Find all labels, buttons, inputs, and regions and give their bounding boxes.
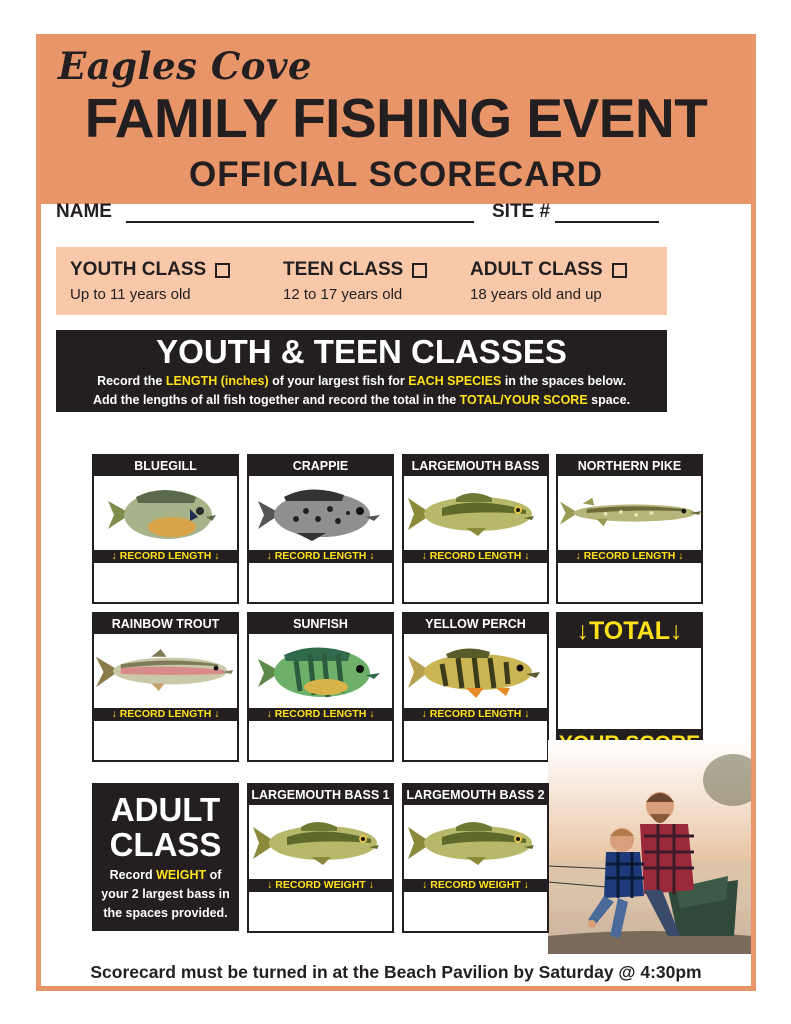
youth-teen-instructions-2: Add the lengths of all fish together and record the total in the TOTAL/YOUR SCORE space. bbox=[92, 393, 631, 407]
bass-card-title: LARGEMOUTH BASS 1 bbox=[249, 785, 392, 805]
page-subtitle: OFFICIAL SCORECARD bbox=[188, 155, 604, 194]
teen-class-age: 12 to 17 years old bbox=[283, 286, 403, 303]
youth-class-option[interactable] bbox=[70, 259, 230, 303]
record-length-strip: ↓ RECORD LENGTH ↓ bbox=[404, 550, 547, 563]
species-name: CRAPPIE bbox=[249, 456, 392, 476]
adult-heading-2: CLASS bbox=[109, 826, 222, 863]
record-weight-strip: ↓ RECORD WEIGHT ↓ bbox=[404, 879, 547, 892]
adult-class-checkbox[interactable] bbox=[612, 263, 627, 278]
footer-note: Scorecard must be turned in at the Beach Pavilion by Saturday @ 4:30pm bbox=[90, 962, 702, 982]
bluegill-length-field[interactable] bbox=[94, 563, 237, 602]
total-label: ↓TOTAL↓ bbox=[558, 614, 701, 648]
species-card-bluegill bbox=[92, 454, 239, 604]
site-field[interactable] bbox=[555, 221, 659, 223]
species-card-northern-pike bbox=[556, 454, 703, 604]
species-name: LARGEMOUTH BASS bbox=[404, 456, 547, 476]
crappie-icon bbox=[249, 476, 392, 550]
bass-card-1 bbox=[247, 783, 394, 933]
species-name: BLUEGILL bbox=[94, 456, 237, 476]
record-length-strip: ↓ RECORD LENGTH ↓ bbox=[94, 550, 237, 563]
adult-heading-1: ADULT bbox=[110, 791, 221, 828]
species-card-crappie bbox=[247, 454, 394, 604]
class-selector bbox=[56, 247, 667, 315]
teen-class-label: TEEN CLASS bbox=[283, 259, 404, 280]
name-label: NAME bbox=[56, 201, 112, 222]
largemouth-bass-icon bbox=[249, 805, 392, 879]
species-card-sunfish bbox=[247, 612, 394, 762]
record-length-strip: ↓ RECORD LENGTH ↓ bbox=[404, 708, 547, 721]
total-score-box[interactable] bbox=[556, 612, 703, 761]
bass-card-2 bbox=[402, 783, 549, 933]
adult-class-panel bbox=[92, 783, 239, 931]
youth-class-age: Up to 11 years old bbox=[70, 286, 191, 303]
species-card-rainbow-trout bbox=[92, 612, 239, 762]
species-name: NORTHERN PIKE bbox=[558, 456, 701, 476]
species-name: YELLOW PERCH bbox=[404, 614, 547, 634]
largemouth-bass-icon bbox=[404, 805, 547, 879]
adult-class-age: 18 years old and up bbox=[470, 286, 602, 303]
name-field[interactable] bbox=[126, 221, 474, 223]
rainbow-trout-icon bbox=[94, 634, 237, 708]
bass-2-weight-field[interactable] bbox=[404, 892, 547, 931]
crappie-length-field[interactable] bbox=[249, 563, 392, 602]
family-fishing-photo bbox=[548, 740, 751, 954]
species-name: SUNFISH bbox=[249, 614, 392, 634]
sunfish-icon bbox=[249, 634, 392, 708]
largemouth-bass-icon bbox=[404, 476, 547, 550]
record-weight-strip: ↓ RECORD WEIGHT ↓ bbox=[249, 879, 392, 892]
bass-1-weight-field[interactable] bbox=[249, 892, 392, 931]
bluegill-icon bbox=[94, 476, 237, 550]
sunfish-length-field[interactable] bbox=[249, 721, 392, 760]
brand-name: Eagles Cove bbox=[58, 44, 313, 88]
site-label: SITE # bbox=[492, 201, 551, 222]
record-length-strip: ↓ RECORD LENGTH ↓ bbox=[558, 550, 701, 563]
teen-class-option[interactable] bbox=[283, 259, 427, 303]
species-card-yellow-perch bbox=[402, 612, 549, 762]
yellow-perch-length-field[interactable] bbox=[404, 721, 547, 760]
youth-teen-heading: YOUTH & TEEN CLASSES bbox=[156, 333, 567, 370]
youth-teen-banner bbox=[56, 330, 667, 412]
rainbow-trout-length-field[interactable] bbox=[94, 721, 237, 760]
record-length-strip: ↓ RECORD LENGTH ↓ bbox=[249, 550, 392, 563]
record-length-strip: ↓ RECORD LENGTH ↓ bbox=[249, 708, 392, 721]
adult-class-option[interactable] bbox=[470, 259, 627, 303]
page-title: FAMILY FISHING EVENT bbox=[84, 87, 708, 149]
species-name: RAINBOW TROUT bbox=[94, 614, 237, 634]
yellow-perch-icon bbox=[404, 634, 547, 708]
species-card-largemouth-bass bbox=[402, 454, 549, 604]
adult-class-label: ADULT CLASS bbox=[470, 259, 603, 280]
northern-pike-icon bbox=[558, 476, 701, 550]
teen-class-checkbox[interactable] bbox=[412, 263, 427, 278]
youth-class-checkbox[interactable] bbox=[215, 263, 230, 278]
adult-instructions: Record WEIGHT of your 2 largest bass in the spaces provided. bbox=[101, 868, 230, 920]
bass-card-title: LARGEMOUTH BASS 2 bbox=[404, 785, 547, 805]
youth-class-label: YOUTH CLASS bbox=[70, 259, 207, 280]
northern-pike-length-field[interactable] bbox=[558, 563, 701, 602]
largemouth-bass-length-field[interactable] bbox=[404, 563, 547, 602]
youth-teen-instructions-1: Record the LENGTH (inches) of your largest fish for EACH SPECIES in the spaces below. bbox=[97, 374, 626, 388]
record-length-strip: ↓ RECORD LENGTH ↓ bbox=[94, 708, 237, 721]
